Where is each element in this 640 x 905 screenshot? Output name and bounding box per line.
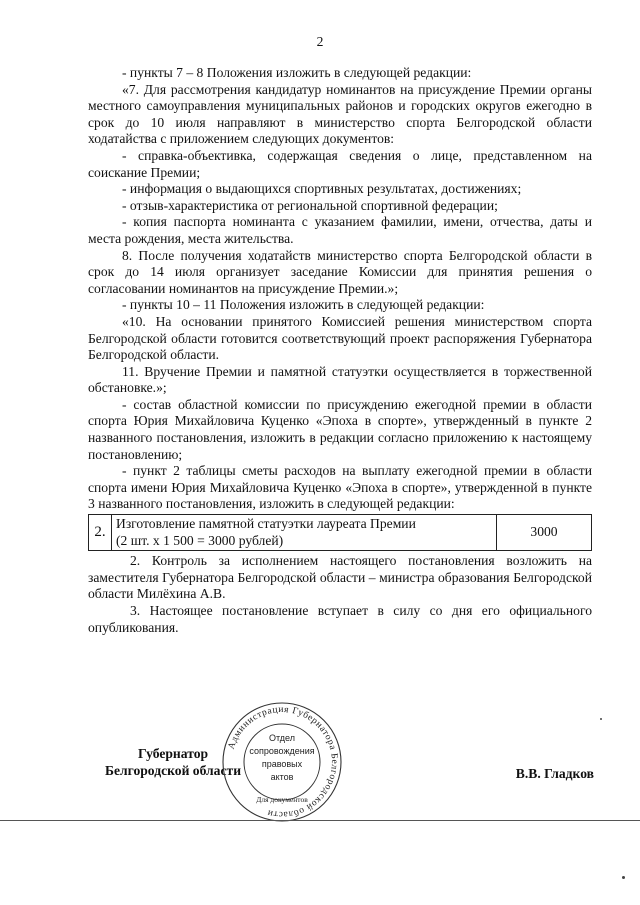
table-item-line: (2 шт. х 1 500 = 3000 рублей) [116,532,284,548]
signatory-name: В.В. Гладков [515,766,594,781]
paragraph: 2. Контроль за исполнением настоящего постановления возложить на заместителя Губернатора Белгородской области – министра образования Белгородской области Милёхина А.В. [88,553,592,602]
paragraph: - копия паспорта номинанта с указанием фамилии, имени, отчества, даты и места рождения, места жительства. [88,214,592,246]
signature-title-line: Белгородской области [104,762,242,778]
paragraph: 11. Вручение Премии и памятной статуэтки осуществляется в торжественной обстановке.»; [88,363,592,396]
table-item-line: Изготовление памятной статуэтки лауреата Премии [116,516,416,532]
stamp-ring-text: Администрация Губернатора Белгородской области [226,704,340,820]
paragraph: - справка-объективка, содержащая сведения о лице, представленном на соискание Премии; [88,147,592,180]
table-row [89,515,592,551]
table-row-number: 2. [89,515,112,551]
document-body [88,65,592,636]
estimate-table [88,514,592,551]
table-amount-cell: 3000 [497,515,592,551]
paragraph: - пункт 2 таблицы сметы расходов на выплату ежегодной премии в области спорта имени Юрия Михайловича Куценко «Эпоха в спорте», утвержденной в пункте 3 названного постановления, изложить в следующей редакции: [88,463,592,512]
stamp-bottom-text: Для документов [256,795,308,804]
paragraph: - информация о выдающихся спортивных результатах, достижениях; [122,181,522,197]
office-stamp [220,700,344,824]
stamp-inner-line: Отдел [268,733,296,743]
page-divider [0,820,640,821]
scan-speck [600,718,602,720]
signature-title-line: Губернатор [137,746,209,761]
paragraph: - отзыв-характеристика от региональной спортивной федерации; [122,197,498,213]
table-item-cell [112,515,497,551]
scan-speck [622,876,625,879]
paragraph: 3. Настоящее постановление вступает в силу со дня его официального опубликования. [88,603,592,635]
paragraph: 8. После получения ходатайств министерство спорта Белгородской области в срок до 14 июля организует заседание Комиссии для принятия решения о согласовании номинантов на присуждение Премии.»; [88,247,592,296]
stamp-inner-line: сопровождения [249,746,315,756]
stamp-graphic [220,700,344,824]
paragraph: - пункты 10 – 11 Положения изложить в следующей редакции: [122,297,485,313]
paragraph: «10. На основании принятого Комиссией решения министерством спорта Белгородской области готовится соответствующий проект распоряжения Губернатора Белгородской области. [88,313,592,363]
stamp-inner-line: правовых [261,759,303,769]
paragraph: - пункты 7 – 8 Положения изложить в следующей редакции: [122,65,472,80]
page-number: 2 [316,34,324,49]
stamp-inner-line: актов [270,772,294,782]
paragraph: - состав областной комиссии по присуждению ежегодной премии в области спорта Юрия Михайловича Куценко «Эпоха в спорте», утвержденный в пункте 2 названного постановления, изложить в редакции согласно приложению к настоящему постановлению; [88,396,592,462]
paragraph: «7. Для рассмотрения кандидатур номинантов на присуждение Премии органы местного самоуправления муниципальных районов и городских округов ежегодно в срок до 10 июля направляют в министерство спорта Белгородской области ходатайства с приложением следующих документов: [88,81,592,147]
